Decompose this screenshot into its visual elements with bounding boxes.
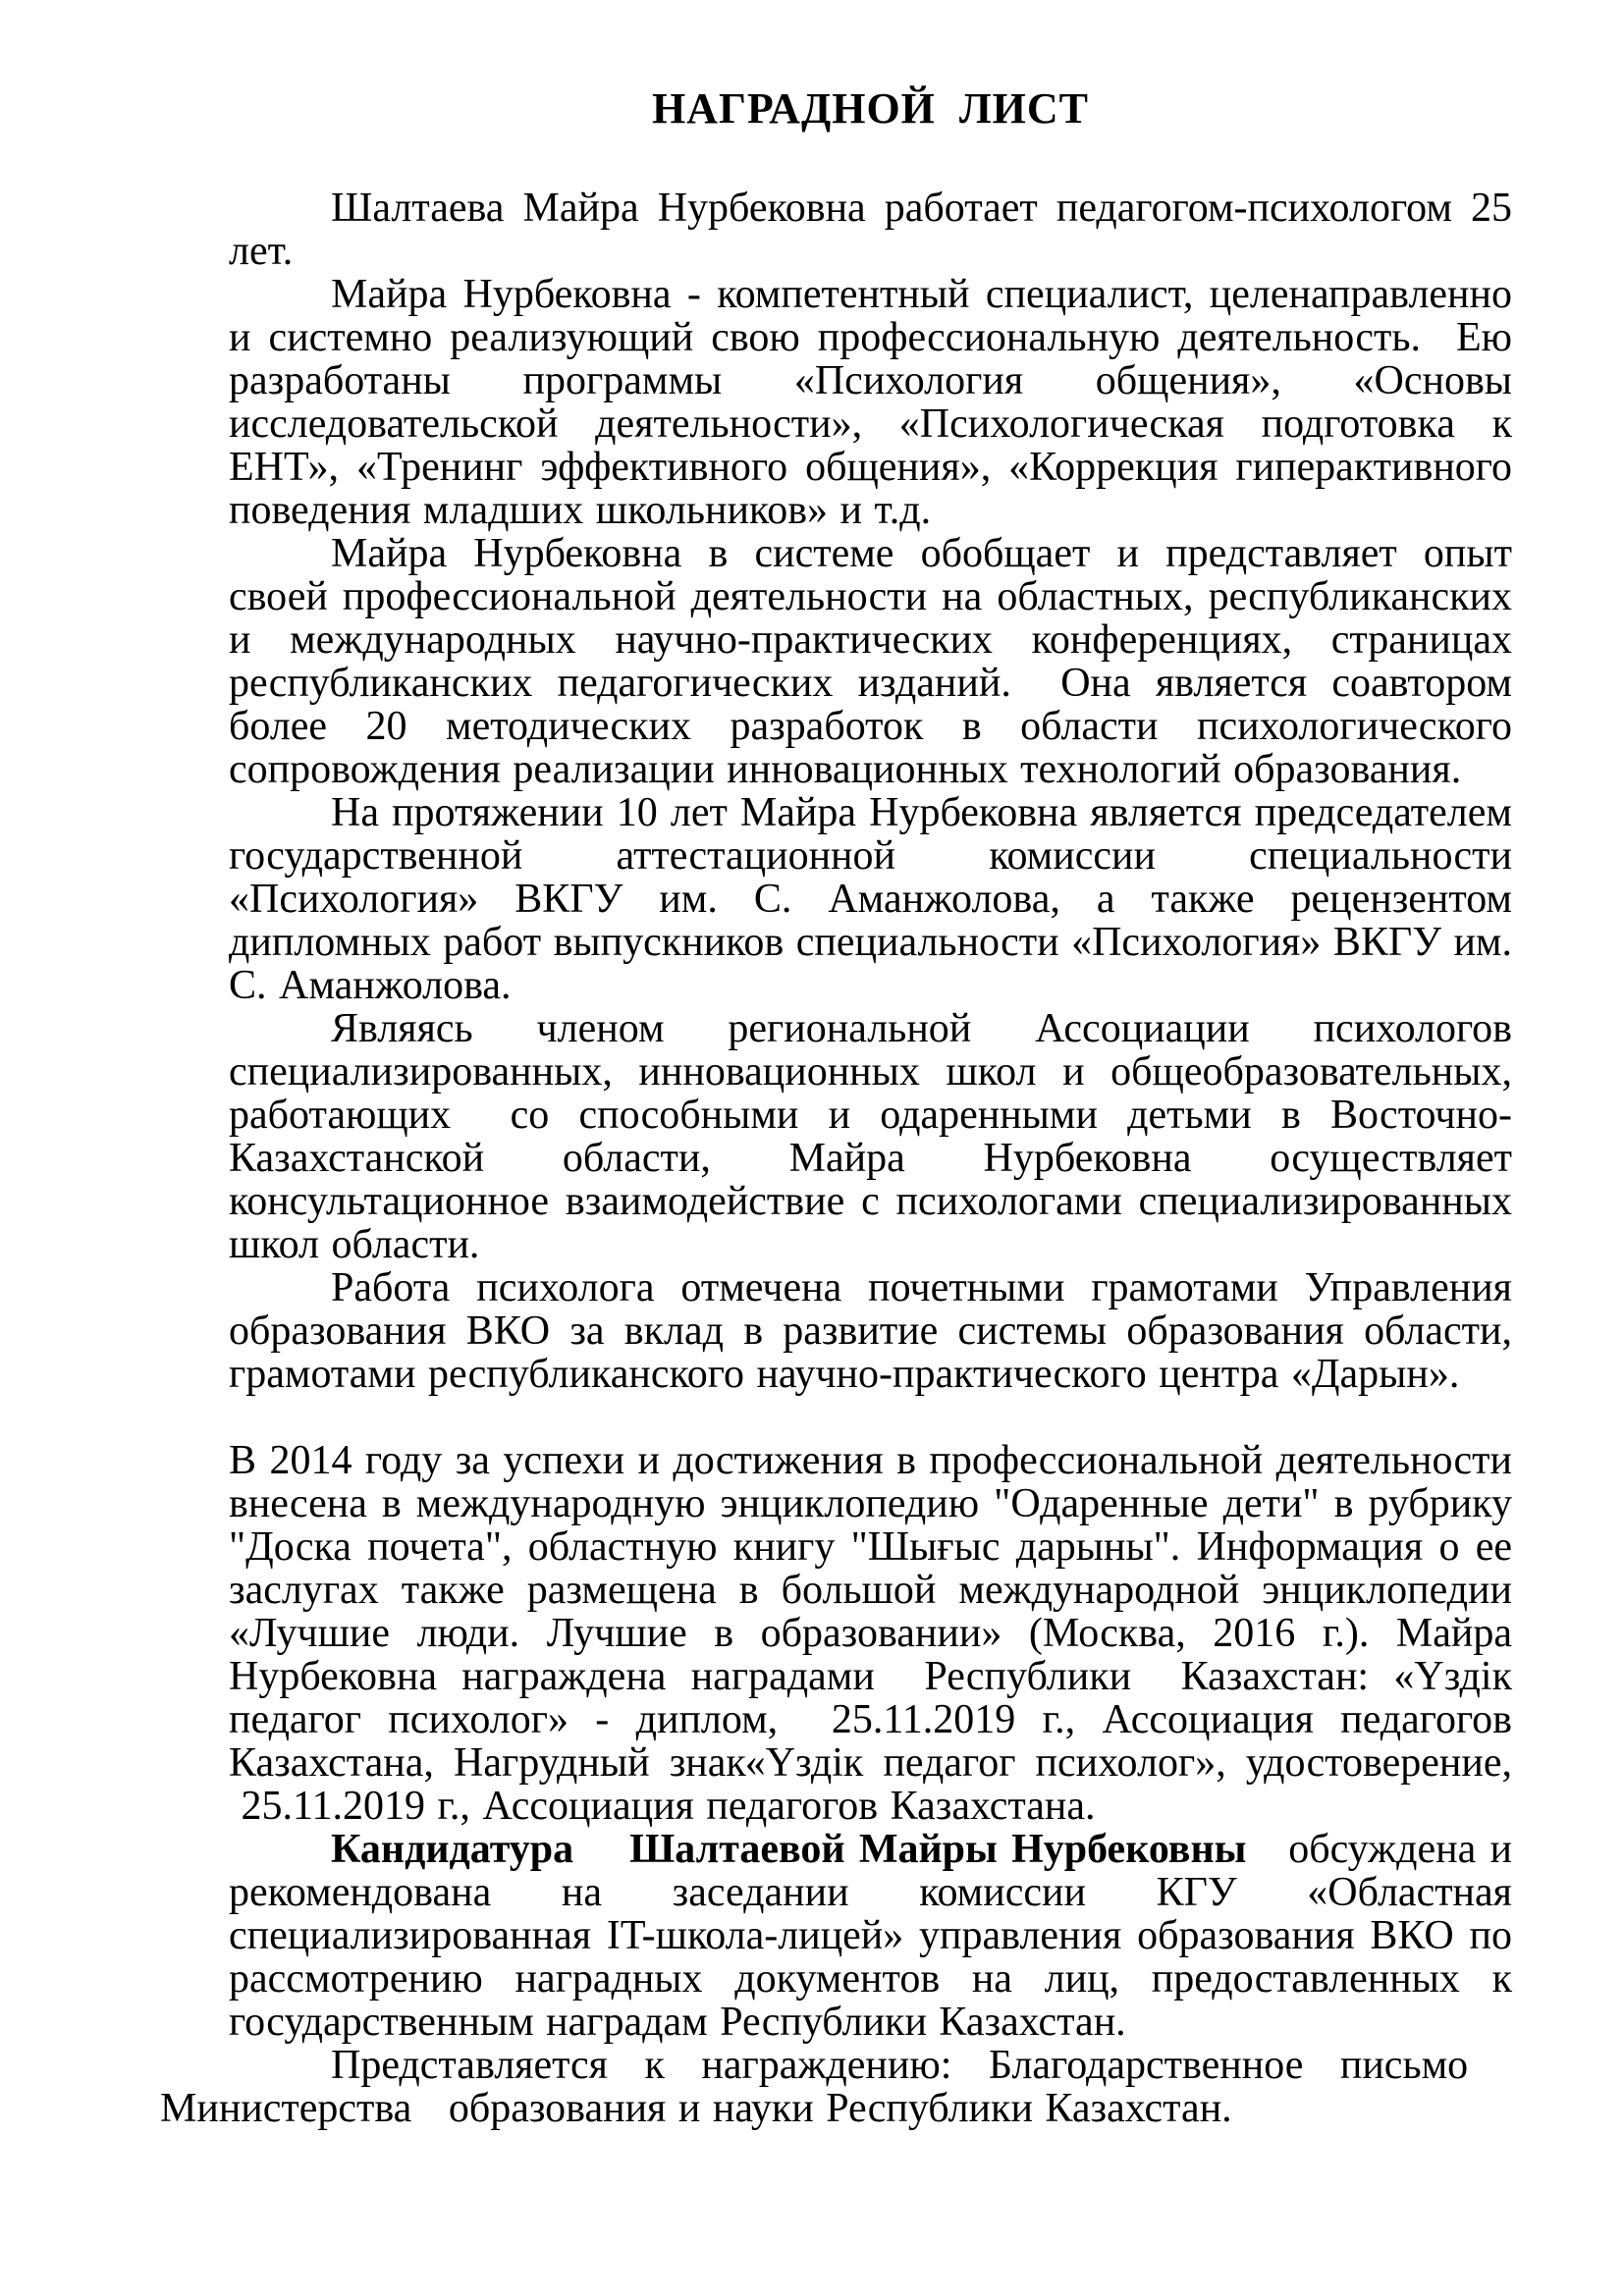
text-run: На протяжении 10 лет Майра Нурбековна является председателем государственной аттестационной комиссии специальности «Психология» ВКГУ им. С. Аманжолова, а также рецензентом дипломных работ выпускников специальности «Психология» ВКГУ им. С. Аманжолова. bbox=[229, 790, 1512, 1008]
paragraph bbox=[229, 1439, 1512, 1828]
paragraph bbox=[229, 1266, 1512, 1396]
text-run: В 2014 году за успехи и достижения в профессиональной деятельности внесена в международную энциклопедию "Одаренные дети" в рубрику "Доска почета", областную книгу "Шығыс дарыны". Информация о ее заслугах также размещена в большой международной энциклопедии «Лучшие люди. Лучшие в образовании» (Москва, 2016 г.). Майра Нурбековна награждена наградами Республики Казахстан: «Үздік педагог психолог» - диплом, 25.11.2019 г., Ассоциация педагогов Казахстана, Нагрудный знак«Үздік педагог психолог», удостоверение, 25.11.2019 г., Ассоциация педагогов Казахстана. bbox=[229, 1438, 1512, 1829]
text-run: Шалтаева Майра Нурбековна работает педагогом-психологом 25 лет. bbox=[229, 186, 1512, 274]
paragraph bbox=[229, 532, 1512, 791]
paragraph bbox=[229, 273, 1512, 532]
paragraph bbox=[229, 1007, 1512, 1266]
paragraph bbox=[160, 2044, 1512, 2130]
text-run: Являясь членом региональной Ассоциации психологов специализированных, инновационных школ и общеобразовательных, работающих со способными и одаренными детьми в Восточно-Казахстанской области, Майра Нурбековна осуществляет консультационное взаимодействие с психологами специализированных школ области. bbox=[229, 1006, 1512, 1267]
text-run: Министерства образования и науки Республики Казахстан. bbox=[160, 2086, 1232, 2131]
paragraph bbox=[229, 791, 1512, 1007]
paragraph bbox=[229, 187, 1512, 273]
document-body bbox=[160, 186, 1513, 2131]
text-run: Представляется к награждению: Благодарственное письмо bbox=[331, 2043, 1469, 2088]
text-run: Майра Нурбековна в системе обобщает и представляет опыт своей профессиональной деятельности на областных, республиканских и международных научно-практических конференциях, страницах республиканских педагогических изданий. Она является соавтором более 20 методических разработок в области психологического сопровождения реализации инновационных технологий образования. bbox=[229, 531, 1512, 792]
document-title: НАГРАДНОЙ ЛИСТ bbox=[651, 84, 1090, 133]
text-run: Майра Нурбековна - компетентный специалист, целенаправленно и системно реализующий свою профессиональную деятельность. Ею разработаны программы «Психология общения», «Основы исследовательской деятельности», «Психологическая подготовка к ЕНТ», «Тренинг эффективного общения», «Коррекция гиперактивного поведения младших школьников» и т.д. bbox=[229, 272, 1512, 533]
paragraph bbox=[229, 1828, 1512, 2044]
blank-line bbox=[229, 1396, 1512, 1439]
bold-text-run: Кандидатура Шалтаевой Майры Нурбековны bbox=[331, 1827, 1247, 1872]
text-run: Работа психолога отмечена почетными грамотами Управления образования ВКО за вклад в развитие системы образования области, грамотами республиканского научно-практического центра «Дарын». bbox=[229, 1265, 1512, 1397]
text-run: обсуждена и рекомендована на заседании комиссии КГУ «Областная специализированная IT-школа-лицей» управления образования ВКО по рассмотрению наградных документов на лиц, предоставленных к государственным наградам Республики Казахстан. bbox=[229, 1827, 1513, 2045]
